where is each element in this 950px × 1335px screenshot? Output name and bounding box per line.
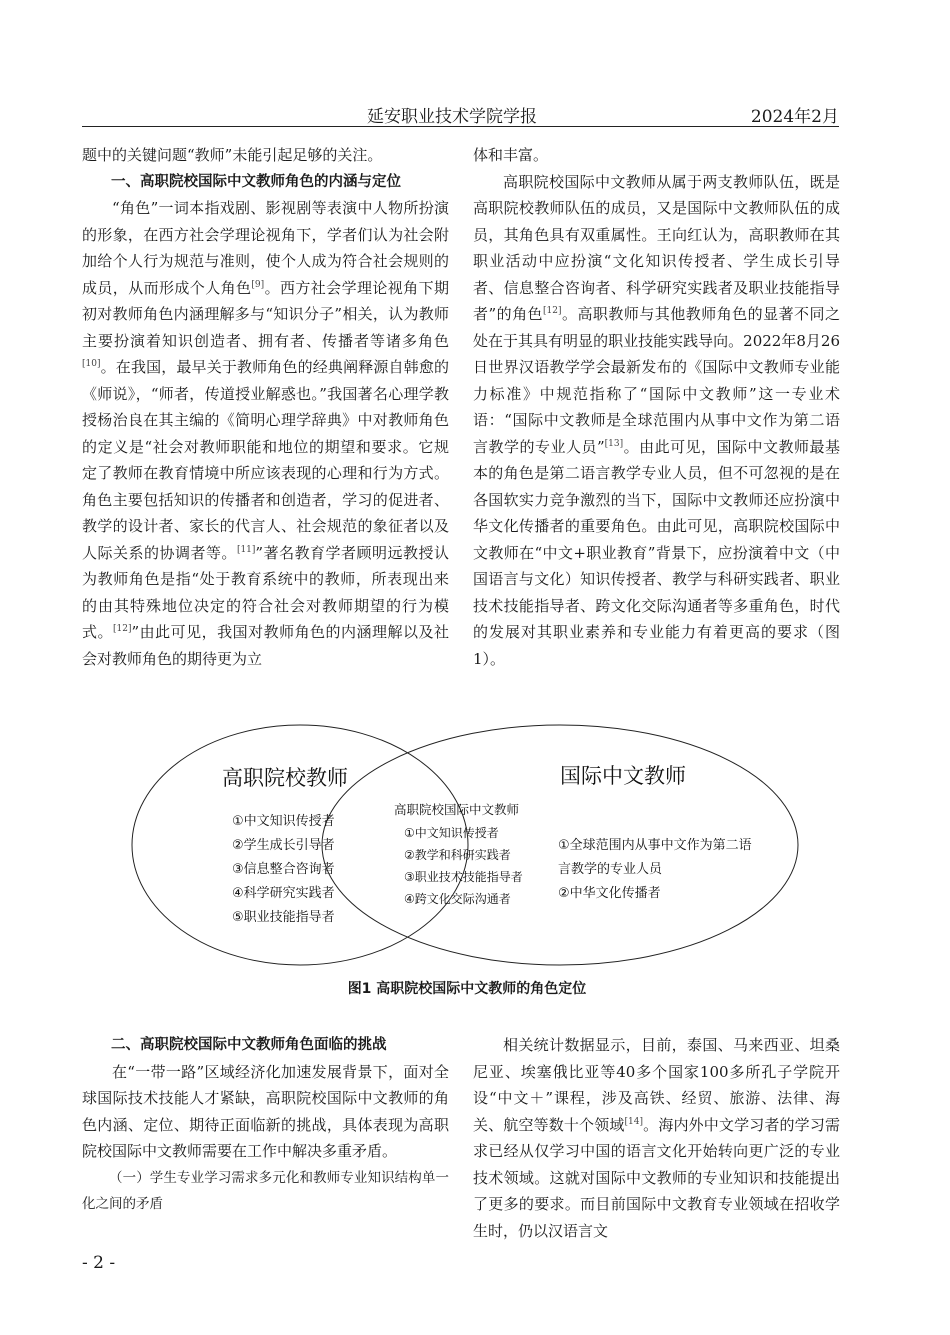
left-item: ⑤职业技能指导者 <box>232 910 335 925</box>
right-item: ①全球范围内从事中文作为第二语 <box>558 838 752 853</box>
citation-10: [10] <box>82 359 101 369</box>
paragraph-dual-role: 高职院校国际中文教师从属于两支教师队伍，既是高职院校教师队伍的成员，又是国际中文教师队伍的成员，其角色具有双重属性。王向红认为，高职教师在其职业活动中应扮演“文化知识传授者、学生成长引导者、信息整合咨询者、科学研究实践者及职业技能指导者”的角色[12]。高职教师与其他教师角色的显著不同之处在于其具有明显的职业技能实践导向。2022年8月26日世界汉语教学学会最新发布的《国际中文教师专业能力标准》中规范指称了“国际中文教师”这一专业术语：“国际中文教师是全球范围内从事中文作为第二语言教学的专业人员”[13]。由此可见，国际中文教师最基本的角色是第二语言教学专业人员，但不可忽视的是在各国软实力竞争激烈的当下，国际中文教师还应扮演中华文化传播者的重要角色。由此可见，高职院校国际中文教师在“中文+职业教育”背景下，应扮演着中文（中国语言与文化）知识传授者、教学与科研实践者、职业技术技能指导者、跨文化交际沟通者等多重角色，时代的发展对其职业素养和专业能力有着更高的要求（图1）。 <box>473 172 840 668</box>
paragraph-role-definition: “角色”一词本指戏剧、影视剧等表演中人物所扮演的形象，在西方社会学理论视角下，学者们认为社会附加给个人行为规范与准则，使个人成为符合社会规则的成员，从而形成个人角色[9]。西方社会学理论视角下期初对教师角色内涵理解多与“知识分子”相关，认为教师主要扮演着知识创造者、拥有者、传播者等诸多角色[10]。在我国，最早关于教师角色的经典阐释源自韩愈的《师说》，“师者，传道授业解惑也。”我国著名心理学教授杨治良在其主编的《简明心理学辞典》中对教师角色的定义是“社会对教师职能和地位的期望和要求。它规定了教师在教育情境中所应该表现的心理和行为方式。角色主要包括知识的传播者和创造者，学习的促进者、教学的设计者、家长的代言人、社会规范的象征者以及人际关系的协调者等。[11]”著名教育学者顾明远教授认为教师角色是指“处于教育系统中的教师，所表现出来的由其特殊地位决定的符合社会对教师期望的行为模式。[12]”由此可见，我国对教师角色的内涵理解以及社会对教师角色的期待更为立 <box>82 199 449 668</box>
overlap-title: 高职院校国际中文教师 <box>394 802 520 817</box>
running-header <box>82 100 839 126</box>
paragraph-continuation: 题中的关键问题“教师”未能引起足够的关注。 <box>82 146 383 164</box>
paragraph-statistics: 相关统计数据显示，目前，泰国、马来西亚、坦桑尼亚、埃塞俄比亚等40多个国家100多所孔子学院开设“中文＋”课程，涉及高铁、经贸、旅游、法律、海关、航空等数十个领域[14]。海内外中文学习者的学习需求已经从仅学习中国的语言文化开始转向更广泛的专业技术领域。这就对国际中文教师的专业知识和技能提出了更多的要求。而目前国际中文教育专业领域在招收学生时，仍以汉语言文 <box>473 1036 840 1240</box>
overlap-item: ②教学和科研实践者 <box>404 848 511 862</box>
left-column-bottom <box>82 1032 449 1218</box>
left-item: ②学生成长引导者 <box>232 838 335 853</box>
left-ellipse-title: 高职院校教师 <box>222 766 348 790</box>
paragraph-continuation: 体和丰富。 <box>473 146 549 164</box>
page-number: - 2 - <box>82 1253 116 1273</box>
section-heading-2: 二、高职院校国际中文教师角色面临的挑战 <box>111 1037 387 1053</box>
right-column-bottom <box>473 1032 840 1244</box>
paragraph-challenges: 在“一带一路”区域经济化加速发展背景下，面对全球国际技术技能人才紧缺，高职院校国际中文教师的角色内涵、定位、期待正面临新的挑战，具体表现为高职院校国际中文教师需要在工作中解决多重矛盾。 <box>82 1062 449 1160</box>
right-column-top <box>473 142 840 672</box>
left-column-top <box>82 142 449 672</box>
citation-13: [13] <box>604 438 624 449</box>
figure-venn-diagram <box>82 720 852 980</box>
section-heading-1: 一、高职院校国际中文教师角色的内涵与定位 <box>111 173 401 190</box>
subsection-heading: （一）学生专业学习需求多元化和教师专业知识结构单一化之间的矛盾 <box>82 1169 449 1212</box>
left-item: ④科学研究实践者 <box>232 886 335 901</box>
overlap-item: ④跨文化交际沟通者 <box>404 892 511 906</box>
figure-caption: 图1 高职院校国际中文教师的角色定位 <box>347 981 587 997</box>
issue-date: 2024年2月 <box>750 107 839 127</box>
right-ellipse-title: 国际中文教师 <box>560 764 686 788</box>
citation-12: [12] <box>113 624 132 634</box>
journal-title: 延安职业技术学院学报 <box>367 107 537 127</box>
left-item: ③信息整合咨询者 <box>232 862 335 877</box>
citation-12b: [12] <box>543 306 562 316</box>
right-item: 言教学的专业人员 <box>558 862 663 877</box>
header-rule <box>82 126 839 127</box>
citation-9: [9] <box>251 279 265 290</box>
right-item: ②中华文化传播者 <box>558 886 661 901</box>
left-item: ①中文知识传授者 <box>232 814 335 829</box>
citation-14: [14] <box>624 1116 644 1127</box>
citation-11: [11] <box>236 544 256 555</box>
overlap-item: ①中文知识传授者 <box>404 826 499 840</box>
overlap-item: ③职业技术技能指导者 <box>404 870 523 884</box>
